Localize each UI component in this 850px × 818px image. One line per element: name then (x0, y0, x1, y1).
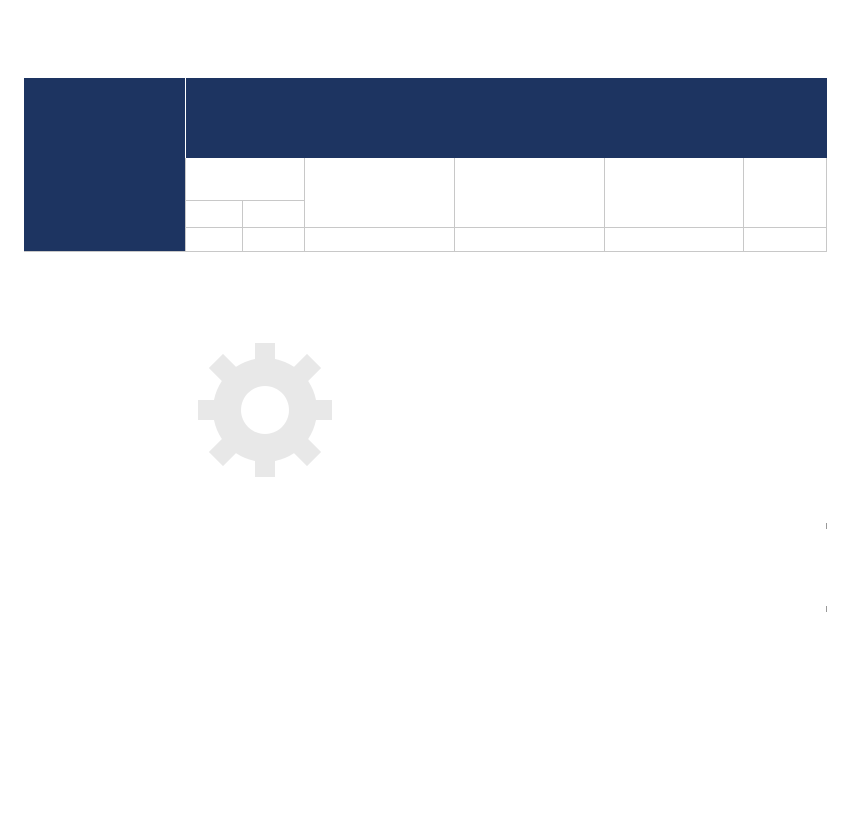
grid-line (454, 158, 455, 252)
grid-line (304, 158, 305, 252)
gear-logo-icon (170, 325, 370, 495)
grid-line (186, 227, 827, 228)
frequency-100hz (305, 177, 454, 181)
frequency-50hz (186, 162, 304, 166)
carpali-watermark (170, 325, 750, 495)
grid-line (24, 251, 827, 252)
footnote-2-de (24, 732, 34, 758)
frequency-200hz (605, 177, 743, 181)
grid-line (185, 158, 186, 252)
edge-tick (826, 606, 827, 612)
grid-line (826, 158, 827, 252)
grid-line (604, 158, 605, 252)
frequency-150hz (455, 177, 604, 181)
footnote-2-en (24, 758, 34, 784)
footnote-1-de (24, 706, 30, 719)
grid-line (242, 200, 243, 252)
footnote-1-en (24, 719, 30, 732)
edge-tick (826, 523, 827, 529)
selection-table-header (186, 78, 827, 158)
design-series-header (24, 78, 185, 252)
frequency-300hz (744, 177, 827, 181)
grid-line (186, 200, 304, 201)
grid-line (743, 158, 744, 252)
